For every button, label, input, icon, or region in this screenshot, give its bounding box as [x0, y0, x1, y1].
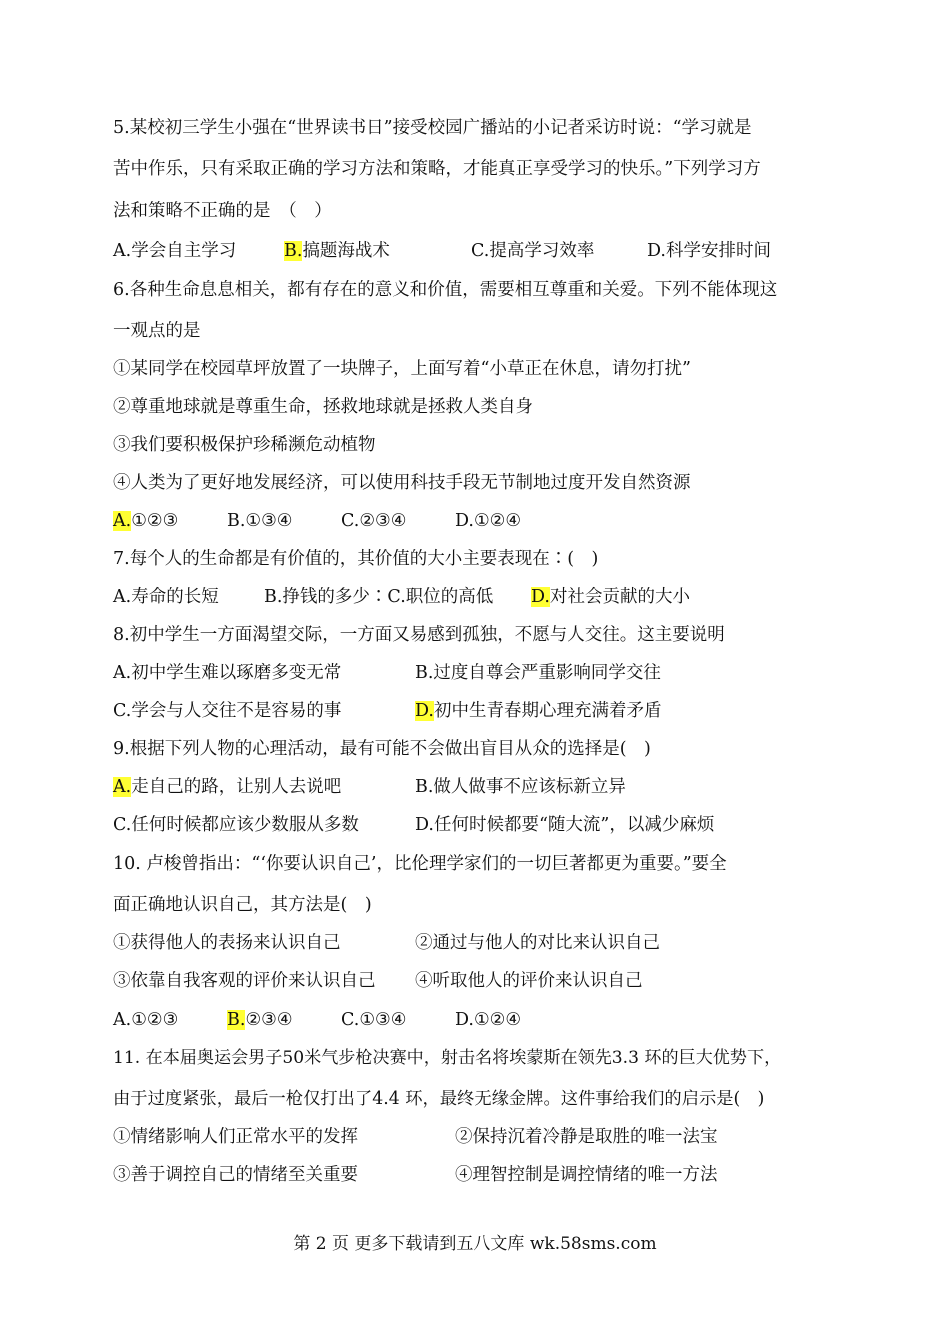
q5-option-b-text: 搞题海战术	[302, 241, 390, 261]
q9-option-a-text: 走自己的路，让别人去说吧	[131, 777, 342, 797]
q10-option-d: D.①②④	[455, 1010, 522, 1030]
q6-answer-highlight: A.	[113, 511, 132, 531]
q5-stem-line2: 苦中作乐，只有采取正确的学习方法和策略，才能真正享受学习的快乐。”下列学习方	[113, 159, 761, 179]
q8-option-d-text: 初中生青春期心理充满着矛盾	[433, 701, 662, 721]
q9-stem-line1: 9.根据下列人物的心理活动，最有可能不会做出盲目从众的选择是( )	[113, 739, 651, 759]
q6-stem-line1: 6.各种生命息息相关，都有存在的意义和价值，需要相互尊重和关爱。下列不能体现这	[113, 280, 778, 300]
q6-stem-line2: 一观点的是	[113, 321, 201, 341]
q10-option-a: A.①②③	[113, 1010, 179, 1030]
q6-item-3: ③我们要积极保护珍稀濒危动植物	[113, 435, 376, 455]
q7-option-d	[531, 585, 690, 609]
q5-stem-line1: 5.某校初三学生小强在“世界读书日”接受校园广播站的小记者采访时说：“学习就是	[113, 118, 752, 138]
q11-item-4: ④理智控制是调控情绪的唯一方法	[455, 1165, 718, 1185]
q7-option-a: A.寿命的长短	[113, 587, 219, 607]
q5-stem-line3: 法和策略不正确的是 （ ）	[113, 201, 332, 221]
q10-item-3: ③依靠自我客观的评价来认识自己	[113, 971, 376, 991]
q11-item-1: ①情绪影响人们正常水平的发挥	[113, 1127, 358, 1147]
q11-item-3: ③善于调控自己的情绪至关重要	[113, 1165, 358, 1185]
q10-stem-line2: 面正确地认识自己，其方法是( )	[113, 895, 372, 915]
q10-stem-line1: 10. 卢梭曾指出：“‘你要认识自己’，比伦理学家们的一切巨著都更为重要。”要全	[113, 854, 727, 874]
q6-option-d: D.①②④	[455, 511, 522, 531]
q9-answer-highlight: A.	[113, 777, 132, 797]
q8-option-b: B.过度自尊会严重影响同学交往	[415, 663, 661, 683]
q11-item-2: ②保持沉着冷静是取胜的唯一法宝	[455, 1127, 718, 1147]
q8-answer-highlight: D.	[415, 701, 434, 721]
q5-option-b	[284, 239, 390, 263]
q5-option-c: C.提高学习效率	[471, 241, 595, 261]
q9-option-c: C.任何时候都应该少数服从多数	[113, 815, 359, 835]
q10-option-c: C.①③④	[341, 1010, 407, 1030]
q6-item-4: ④人类为了更好地发展经济，可以使用科技手段无节制地过度开发自然资源	[113, 473, 691, 493]
q6-item-2: ②尊重地球就是尊重生命，拯救地球就是拯救人类自身	[113, 397, 533, 417]
q7-stem-line1: 7.每个人的生命都是有价值的，其价值的大小主要表现在∶( )	[113, 549, 599, 569]
q6-option-a	[113, 509, 178, 533]
q7-answer-highlight: D.	[531, 587, 550, 607]
q11-stem-line1: 11. 在本届奥运会男子50米气步枪决赛中，射击名将埃蒙斯在领先3.3 环的巨大优势下，	[113, 1048, 782, 1068]
q10-item-1: ①获得他人的表扬来认识自己	[113, 933, 341, 953]
q6-item-1: ①某同学在校园草坪放置了一块牌子，上面写着“小草正在休息，请勿打扰”	[113, 359, 691, 379]
q8-option-a: A.初中学生难以琢磨多变无常	[113, 663, 342, 683]
q10-option-b-text: ②③④	[245, 1010, 293, 1030]
q10-item-2: ②通过与他人的对比来认识自己	[415, 933, 660, 953]
q10-answer-highlight: B.	[227, 1010, 246, 1030]
q8-option-d	[415, 699, 661, 723]
q6-option-b: B.①③④	[227, 511, 293, 531]
q6-option-a-text: ①②③	[131, 511, 179, 531]
q6-option-c: C.②③④	[341, 511, 407, 531]
q9-option-b: B.做人做事不应该标新立异	[415, 777, 626, 797]
page-footer: 第 2 页 更多下载请到五八文库 wk.58sms.com	[293, 1234, 657, 1254]
q8-option-c: C.学会与人交往不是容易的事	[113, 701, 342, 721]
q10-item-4: ④听取他人的评价来认识自己	[415, 971, 643, 991]
q8-stem-line1: 8.初中学生一方面渴望交际，一方面又易感到孤独，不愿与人交往。这主要说明	[113, 625, 725, 645]
q7-option-bc: B.挣钱的多少∶C.职位的高低	[264, 587, 494, 607]
q10-option-b	[227, 1008, 293, 1032]
q5-answer-highlight: B.	[284, 241, 303, 261]
q5-option-a: A.学会自主学习	[113, 241, 237, 261]
q7-option-d-text: 对社会贡献的大小	[549, 587, 690, 607]
q9-option-a	[113, 775, 341, 799]
q5-option-d: D.科学安排时间	[647, 241, 771, 261]
q9-option-d: D.任何时候都要“随大流”，以减少麻烦	[415, 815, 715, 835]
q11-stem-line2: 由于过度紧张，最后一枪仅打出了4.4 环，最终无缘金牌。这件事给我们的启示是( )	[113, 1089, 765, 1109]
